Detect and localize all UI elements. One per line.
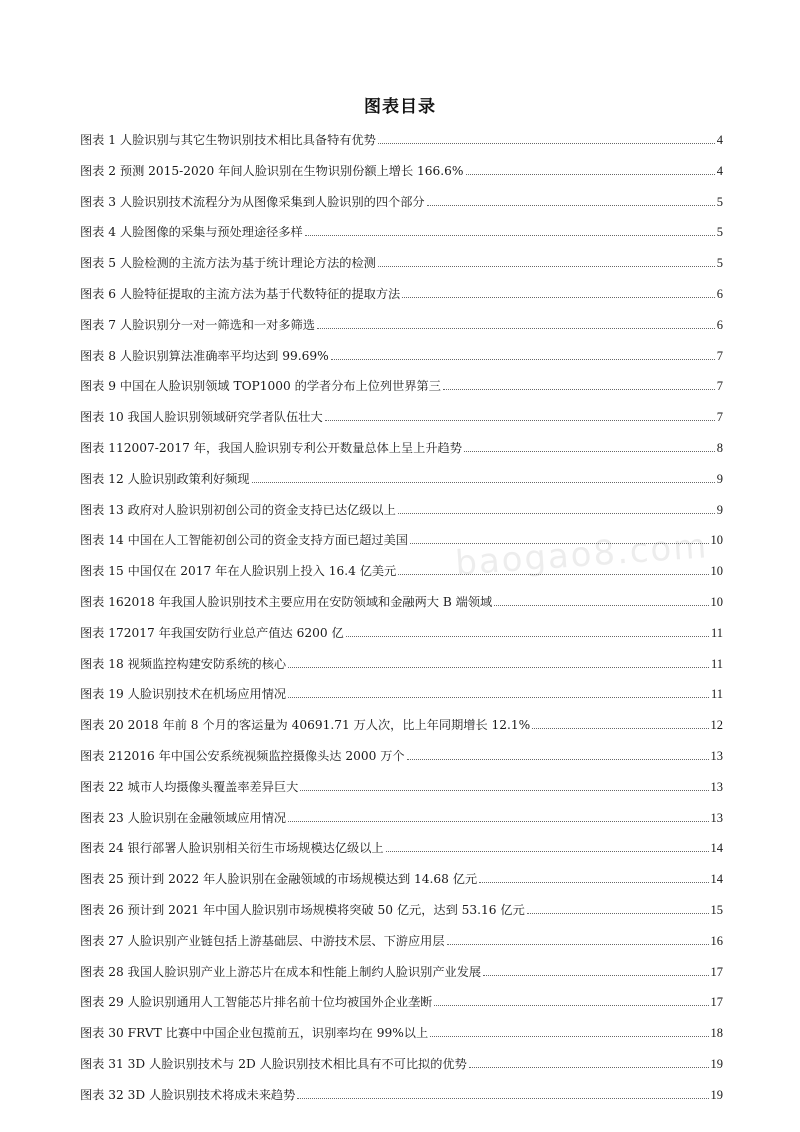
toc-entry-label: 图表 2 预测 2015-2020 年间人脸识别在生物识别份额上增长 166.6% bbox=[80, 163, 464, 178]
dot-leader bbox=[464, 450, 715, 452]
figure-list bbox=[80, 131, 723, 1117]
toc-entry-label: 图表 6 人脸特征提取的主流方法为基于代数特征的提取方法 bbox=[80, 286, 401, 301]
toc-entry-page: 14 bbox=[710, 841, 723, 856]
toc-entry-label: 图表 9 中国在人脸识别领域 TOP1000 的学者分布上位列世界第三 bbox=[80, 379, 441, 394]
toc-entry[interactable] bbox=[80, 1086, 723, 1117]
toc-entry-label: 图表 28 我国人脸识别产业上游芯片在成本和性能上制约人脸识别产业发展 bbox=[80, 964, 482, 979]
toc-entry-page: 13 bbox=[710, 779, 723, 794]
toc-entry-label: 图表 15 中国仅在 2017 年在人脸识别上投入 16.4 亿美元 bbox=[80, 564, 397, 579]
toc-entry[interactable] bbox=[80, 870, 723, 901]
toc-entry-label: 图表 32 3D 人脸识别技术将成未来趋势 bbox=[80, 1087, 296, 1102]
dot-leader bbox=[386, 850, 709, 852]
toc-entry[interactable] bbox=[80, 193, 723, 224]
toc-entry-page: 5 bbox=[716, 256, 723, 271]
toc-entry-page: 19 bbox=[710, 1056, 723, 1071]
toc-entry-label: 图表 29 人脸识别通用人工智能芯片排名前十位均被国外企业垄断 bbox=[80, 995, 433, 1010]
toc-entry-page: 7 bbox=[716, 379, 723, 394]
toc-entry-label: 图表 18 视频监控构建安防系统的核心 bbox=[80, 656, 287, 671]
toc-entry-label: 图表 14 中国在人工智能初创公司的资金支持方面已超过美国 bbox=[80, 533, 408, 548]
toc-entry[interactable] bbox=[80, 901, 723, 932]
toc-entry-page: 12 bbox=[710, 718, 723, 733]
toc-entry-page: 7 bbox=[716, 410, 723, 425]
toc-entry[interactable] bbox=[80, 747, 723, 778]
toc-entry[interactable] bbox=[80, 963, 723, 994]
dot-leader bbox=[443, 388, 715, 390]
toc-entry-page: 5 bbox=[716, 225, 723, 240]
toc-entry[interactable] bbox=[80, 285, 723, 316]
dot-leader bbox=[479, 881, 708, 883]
toc-entry[interactable] bbox=[80, 716, 723, 747]
toc-entry[interactable] bbox=[80, 993, 723, 1024]
toc-entry-page: 18 bbox=[710, 1026, 723, 1041]
dot-leader bbox=[378, 265, 715, 267]
dot-leader bbox=[297, 1097, 708, 1099]
toc-entry[interactable] bbox=[80, 685, 723, 716]
toc-entry-page: 11 bbox=[710, 687, 723, 702]
toc-entry[interactable] bbox=[80, 932, 723, 963]
dot-leader bbox=[398, 573, 708, 575]
toc-entry[interactable] bbox=[80, 593, 723, 624]
toc-entry[interactable] bbox=[80, 377, 723, 408]
toc-entry-page: 5 bbox=[716, 194, 723, 209]
dot-leader bbox=[427, 204, 715, 206]
toc-entry[interactable] bbox=[80, 655, 723, 686]
toc-entry-label: 图表 8 人脸识别算法准确率平均达到 99.69% bbox=[80, 348, 329, 363]
dot-leader bbox=[378, 142, 715, 144]
dot-leader bbox=[305, 234, 715, 236]
toc-entry-label: 图表 26 预计到 2021 年中国人脸识别市场规模将突破 50 亿元，达到 53.16 亿元 bbox=[80, 902, 525, 917]
toc-entry[interactable] bbox=[80, 562, 723, 593]
toc-entry[interactable] bbox=[80, 162, 723, 193]
toc-entry-page: 9 bbox=[716, 502, 723, 517]
toc-entry[interactable] bbox=[80, 531, 723, 562]
toc-entry[interactable] bbox=[80, 408, 723, 439]
dot-leader bbox=[434, 1004, 708, 1006]
toc-entry-page: 4 bbox=[716, 163, 723, 178]
toc-entry-label: 图表 23 人脸识别在金融领域应用情况 bbox=[80, 810, 287, 825]
toc-entry-page: 6 bbox=[716, 286, 723, 301]
toc-entry-page: 14 bbox=[710, 872, 723, 887]
toc-entry[interactable] bbox=[80, 470, 723, 501]
toc-entry-page: 7 bbox=[716, 348, 723, 363]
toc-entry-label: 图表 25 预计到 2022 年人脸识别在金融领域的市场规模达到 14.68 亿元 bbox=[80, 872, 478, 887]
dot-leader bbox=[331, 358, 715, 360]
toc-entry-label: 图表 24 银行部署人脸识别相关衍生市场规模达亿级以上 bbox=[80, 841, 384, 856]
toc-entry-label: 图表 13 政府对人脸识别初创公司的资金支持已达亿级以上 bbox=[80, 502, 396, 517]
toc-entry[interactable] bbox=[80, 1024, 723, 1055]
dot-leader bbox=[317, 327, 715, 329]
toc-entry-page: 10 bbox=[710, 564, 723, 579]
toc-entry-label: 图表 172017 年我国安防行业总产值达 6200 亿 bbox=[80, 625, 344, 640]
toc-entry-label: 图表 19 人脸识别技术在机场应用情况 bbox=[80, 687, 287, 702]
toc-entry-page: 17 bbox=[710, 964, 723, 979]
toc-entry[interactable] bbox=[80, 223, 723, 254]
toc-entry-page: 13 bbox=[710, 810, 723, 825]
dot-leader bbox=[398, 512, 715, 514]
toc-entry[interactable] bbox=[80, 254, 723, 285]
dot-leader bbox=[466, 173, 715, 175]
toc-entry-label: 图表 1 人脸识别与其它生物识别技术相比具备特有优势 bbox=[80, 133, 376, 147]
dot-leader bbox=[402, 296, 715, 298]
toc-entry-label: 图表 162018 年我国人脸识别技术主要应用在安防领域和金融两大 B 端领域 bbox=[80, 594, 493, 609]
dot-leader bbox=[300, 789, 708, 791]
toc-entry-page: 11 bbox=[710, 625, 723, 640]
toc-entry[interactable] bbox=[80, 624, 723, 655]
toc-entry-page: 19 bbox=[710, 1087, 723, 1102]
toc-entry-label: 图表 5 人脸检测的主流方法为基于统计理论方法的检测 bbox=[80, 256, 376, 271]
toc-entry-label: 图表 10 我国人脸识别领域研究学者队伍壮大 bbox=[80, 410, 323, 425]
dot-leader bbox=[494, 604, 708, 606]
toc-entry-label: 图表 3 人脸识别技术流程分为从图像采集到人脸识别的四个部分 bbox=[80, 194, 425, 209]
watermark: baogao8.com bbox=[453, 526, 710, 584]
toc-entry-label: 图表 12 人脸识别政策利好频现 bbox=[80, 471, 250, 486]
toc-entry-page: 11 bbox=[710, 656, 723, 671]
dot-leader bbox=[288, 666, 709, 668]
dot-leader bbox=[483, 974, 708, 976]
dot-leader bbox=[469, 1066, 709, 1068]
dot-leader bbox=[288, 820, 708, 822]
toc-entry-label: 图表 22 城市人均摄像头覆盖率差异巨大 bbox=[80, 779, 299, 794]
dot-leader bbox=[407, 758, 709, 760]
dot-leader bbox=[532, 727, 708, 729]
toc-entry-page: 9 bbox=[716, 471, 723, 486]
toc-entry-page: 13 bbox=[710, 748, 723, 763]
toc-entry-label: 图表 212016 年中国公安系统视频监控摄像头达 2000 万个 bbox=[80, 748, 405, 763]
toc-entry[interactable] bbox=[80, 316, 723, 347]
toc-entry-label: 图表 7 人脸识别分一对一筛选和一对多筛选 bbox=[80, 317, 315, 332]
dot-leader bbox=[346, 635, 709, 637]
page-title: 图表目录 bbox=[364, 97, 436, 117]
toc-entry[interactable] bbox=[80, 501, 723, 532]
toc-entry-page: 17 bbox=[710, 995, 723, 1010]
dot-leader bbox=[288, 696, 709, 698]
toc-entry-label: 图表 27 人脸识别产业链包括上游基础层、中游技术层、下游应用层 bbox=[80, 933, 445, 948]
toc-entry-page: 4 bbox=[716, 133, 723, 147]
dot-leader bbox=[252, 481, 715, 483]
toc-entry-label: 图表 31 3D 人脸识别技术与 2D 人脸识别技术相比具有不可比拟的优势 bbox=[80, 1056, 467, 1071]
toc-entry[interactable] bbox=[80, 439, 723, 470]
toc-entry-page: 8 bbox=[716, 440, 723, 455]
toc-entry-label: 图表 30 FRVT 比赛中中国企业包揽前五，识别率均在 99%以上 bbox=[80, 1026, 429, 1041]
toc-entry[interactable] bbox=[80, 809, 723, 840]
toc-entry-label: 图表 4 人脸图像的采集与预处理途径多样 bbox=[80, 225, 303, 240]
toc-entry[interactable] bbox=[80, 778, 723, 809]
toc-entry[interactable] bbox=[80, 347, 723, 378]
toc-entry-page: 6 bbox=[716, 317, 723, 332]
toc-entry-label: 图表 20 2018 年前 8 个月的客运量为 40691.71 万人次，比上年同期增长 12.1% bbox=[80, 718, 531, 733]
toc-entry-page: 10 bbox=[710, 533, 723, 548]
toc-entry-label: 图表 112007-2017 年，我国人脸识别专利公开数量总体上呈上升趋势 bbox=[80, 440, 462, 455]
toc-entry[interactable] bbox=[80, 839, 723, 870]
dot-leader bbox=[410, 542, 709, 544]
toc-entry-page: 15 bbox=[710, 902, 723, 917]
dot-leader bbox=[527, 912, 709, 914]
dot-leader bbox=[430, 1035, 708, 1037]
dot-leader bbox=[325, 419, 715, 421]
dot-leader bbox=[447, 943, 709, 945]
toc-entry-page: 10 bbox=[710, 594, 723, 609]
toc-entry-page: 16 bbox=[710, 933, 723, 948]
toc-entry[interactable] bbox=[80, 131, 723, 162]
toc-entry[interactable] bbox=[80, 1055, 723, 1086]
